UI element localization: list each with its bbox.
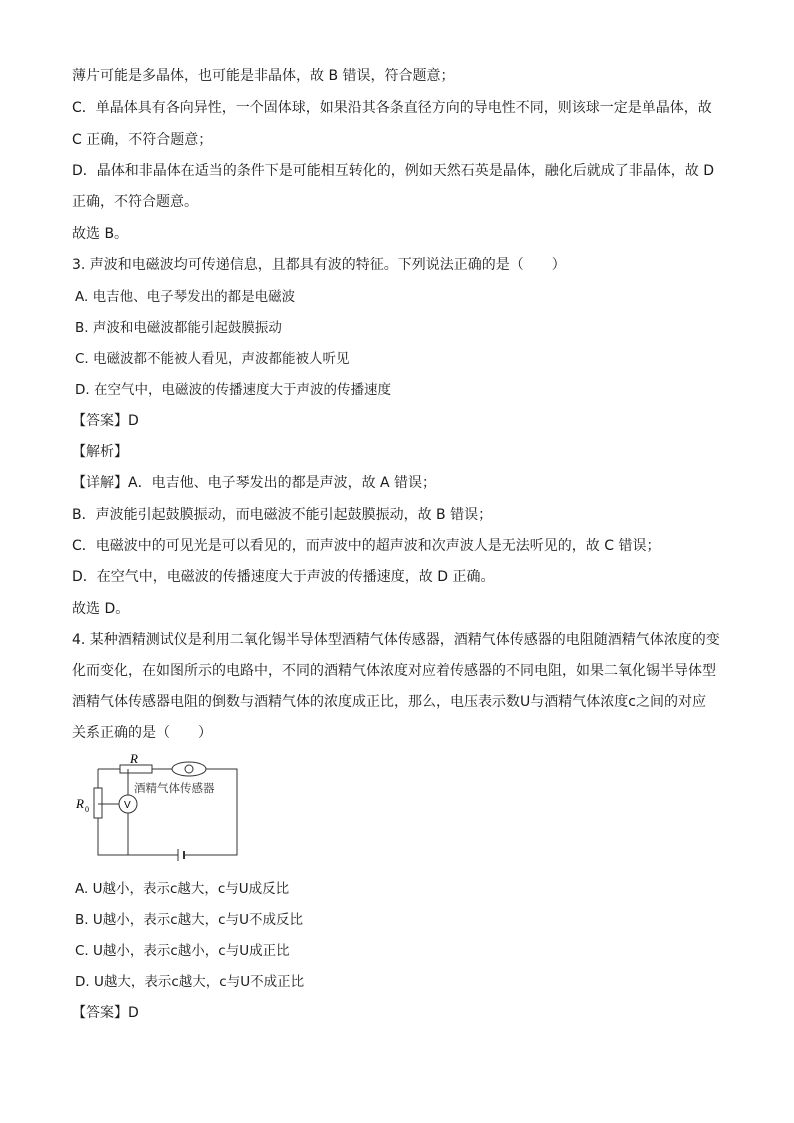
text-line: C．电磁波中的可见光是可以看见的，而声波中的超声波和次声波人是无法听见的，故 C 错误； xyxy=(72,538,661,554)
text-line: 薄片可能是多晶体，也可能是非晶体，故 B 错误，符合题意； xyxy=(72,68,455,84)
text-line: D．晶体和非晶体在适当的条件下是可能相互转化的，例如天然石英是晶体，融化后就成了非晶体，故 D xyxy=(72,163,715,179)
resistor-r xyxy=(120,765,152,773)
resistor-r0 xyxy=(94,788,102,818)
text-line: D．在空气中，电磁波的传播速度大于声波的传播速度，故 D 正确。 xyxy=(72,569,495,585)
circuit-diagram xyxy=(72,752,242,862)
text-line: C 正确，不符合题意； xyxy=(72,132,213,148)
voltmeter-label: V xyxy=(124,800,131,811)
text-line: C. U越小，表示c越小，c与U成正比 xyxy=(75,943,290,959)
text-line: B．声波能引起鼓膜振动，而电磁波不能引起鼓膜振动，故 B 错误； xyxy=(72,507,493,523)
resistor-r0-subscript: 0 xyxy=(85,805,89,814)
text-line: B. U越小，表示c越大，c与U不成反比 xyxy=(75,912,303,928)
text-line: C. 电磁波都不能被人看见，声波都能被人听见 xyxy=(75,351,350,367)
text-line: D. U越大，表示c越大，c与U不成正比 xyxy=(75,974,305,990)
text-line: 【答案】D xyxy=(72,1005,139,1021)
text-line: 4. 某种酒精测试仪是利用二氧化锡半导体型酒精气体传感器，酒精气体传感器的电阻随酒精气体浓度的变 xyxy=(72,632,720,648)
text-line: 【详解】A．电吉他、电子琴发出的都是声波，故 A 错误； xyxy=(72,475,437,491)
text-line: B. 声波和电磁波都能引起鼓膜振动 xyxy=(75,320,282,336)
text-line: 酒精气体传感器电阻的倒数与酒精气体的浓度成正比，那么，电压表示数U与酒精气体浓度c之间的对应 xyxy=(72,694,706,710)
text-line: 【答案】D xyxy=(72,413,139,429)
resistor-r0-label: R xyxy=(76,796,84,811)
text-line: C．单晶体具有各向异性，一个固体球，如果沿其各条直径方向的导电性不同，则该球一定是单晶体，故 xyxy=(72,100,712,116)
text-line: 【解析】 xyxy=(72,444,128,460)
wire-bottom xyxy=(98,818,178,855)
text-line: 故选 B。 xyxy=(72,226,129,242)
text-line: 化而变化，在如图所示的电路中，不同的酒精气体浓度对应着传感器的不同电阻，如果二氧化锡半导体型 xyxy=(72,663,716,679)
text-line: 正确，不符合题意。 xyxy=(72,194,198,210)
text-line: A. U越小，表示c越大，c与U成反比 xyxy=(75,881,290,897)
text-line: 故选 D。 xyxy=(72,601,130,617)
text-line: D. 在空气中，电磁波的传播速度大于声波的传播速度 xyxy=(75,382,391,398)
text-line: 3. 声波和电磁波均可传递信息，且都具有波的特征。下列说法正确的是（ ） xyxy=(72,257,566,273)
resistor-r-label: R xyxy=(130,752,138,766)
text-line: 关系正确的是（ ） xyxy=(72,725,212,741)
sensor-inner xyxy=(185,765,193,773)
text-line: A. 电吉他、电子琴发出的都是电磁波 xyxy=(75,289,296,305)
sensor-label: 酒精气体传感器 xyxy=(134,781,215,795)
